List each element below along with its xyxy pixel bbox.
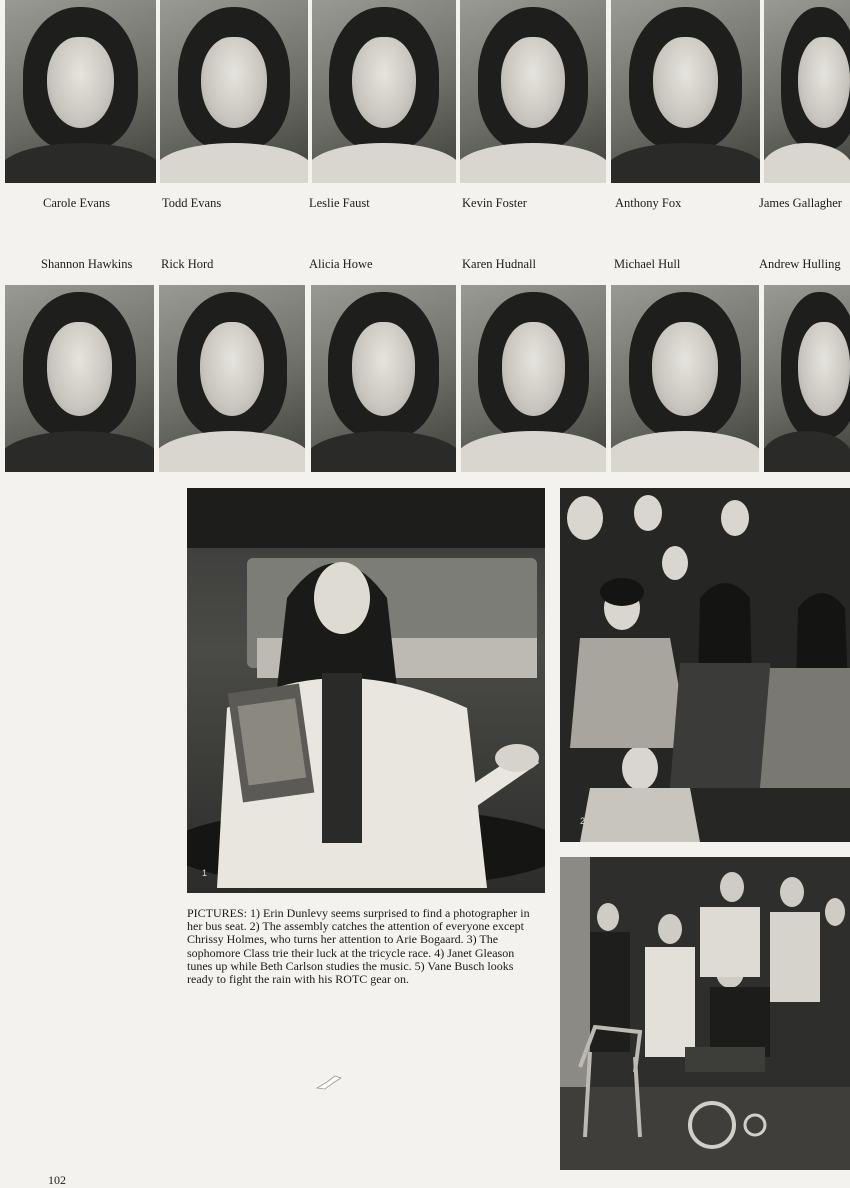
portrait-michael-hull <box>611 285 759 472</box>
name-shannon-hawkins: Shannon Hawkins <box>41 257 133 271</box>
portrait-rick-hord <box>159 285 305 472</box>
portrait-james-gallagher <box>764 0 850 183</box>
portrait-andrew-hulling <box>764 285 850 472</box>
name-andrew-hulling: Andrew Hulling <box>759 257 841 271</box>
paper-fleck-mark <box>315 1074 343 1090</box>
portrait-todd-evans <box>160 0 308 183</box>
portrait-shannon-hawkins <box>5 285 154 472</box>
photo-number: 2 <box>580 816 586 826</box>
portrait-karen-hudnall <box>461 285 606 472</box>
name-karen-hudnall: Karen Hudnall <box>462 257 536 271</box>
name-michael-hull: Michael Hull <box>614 257 681 271</box>
photo-assembly-illustration <box>560 488 850 842</box>
portrait-leslie-faust <box>312 0 456 183</box>
photo-tricycle-race <box>560 857 850 1170</box>
photo-assembly <box>560 488 850 842</box>
name-anthony-fox: Anthony Fox <box>615 196 682 210</box>
name-james-gallagher: James Gallagher <box>759 196 842 210</box>
portrait-kevin-foster <box>460 0 606 183</box>
name-todd-evans: Todd Evans <box>162 196 222 210</box>
name-carole-evans: Carole Evans <box>43 196 110 210</box>
photo-tricycle-race-illustration <box>560 857 850 1170</box>
photo-bus-seat <box>187 488 545 893</box>
portrait-alicia-howe <box>311 285 456 472</box>
name-leslie-faust: Leslie Faust <box>309 196 370 210</box>
photo-caption: PICTURES: 1) Erin Dunlevy seems surprised to find a photographer in her bus seat. 2) The assembly catches the attention of everyone except Chrissy Holmes, who turns her attention to Arie Bogaard. 3) The sophomore Class trie their luck at the tricycle race. 4) Janet Gleason tunes up while Beth Carlson studies the music. 5) Vane Busch looks ready to fight the rain with his ROTC gear on. <box>187 906 530 987</box>
name-kevin-foster: Kevin Foster <box>462 196 527 210</box>
name-alicia-howe: Alicia Howe <box>309 257 373 271</box>
name-rick-hord: Rick Hord <box>161 257 214 271</box>
photo-number: 1 <box>202 868 208 878</box>
portrait-carole-evans <box>5 0 156 183</box>
photo-bus-seat-illustration <box>187 488 545 893</box>
page-number: 102 <box>48 1173 66 1187</box>
portrait-anthony-fox <box>611 0 760 183</box>
